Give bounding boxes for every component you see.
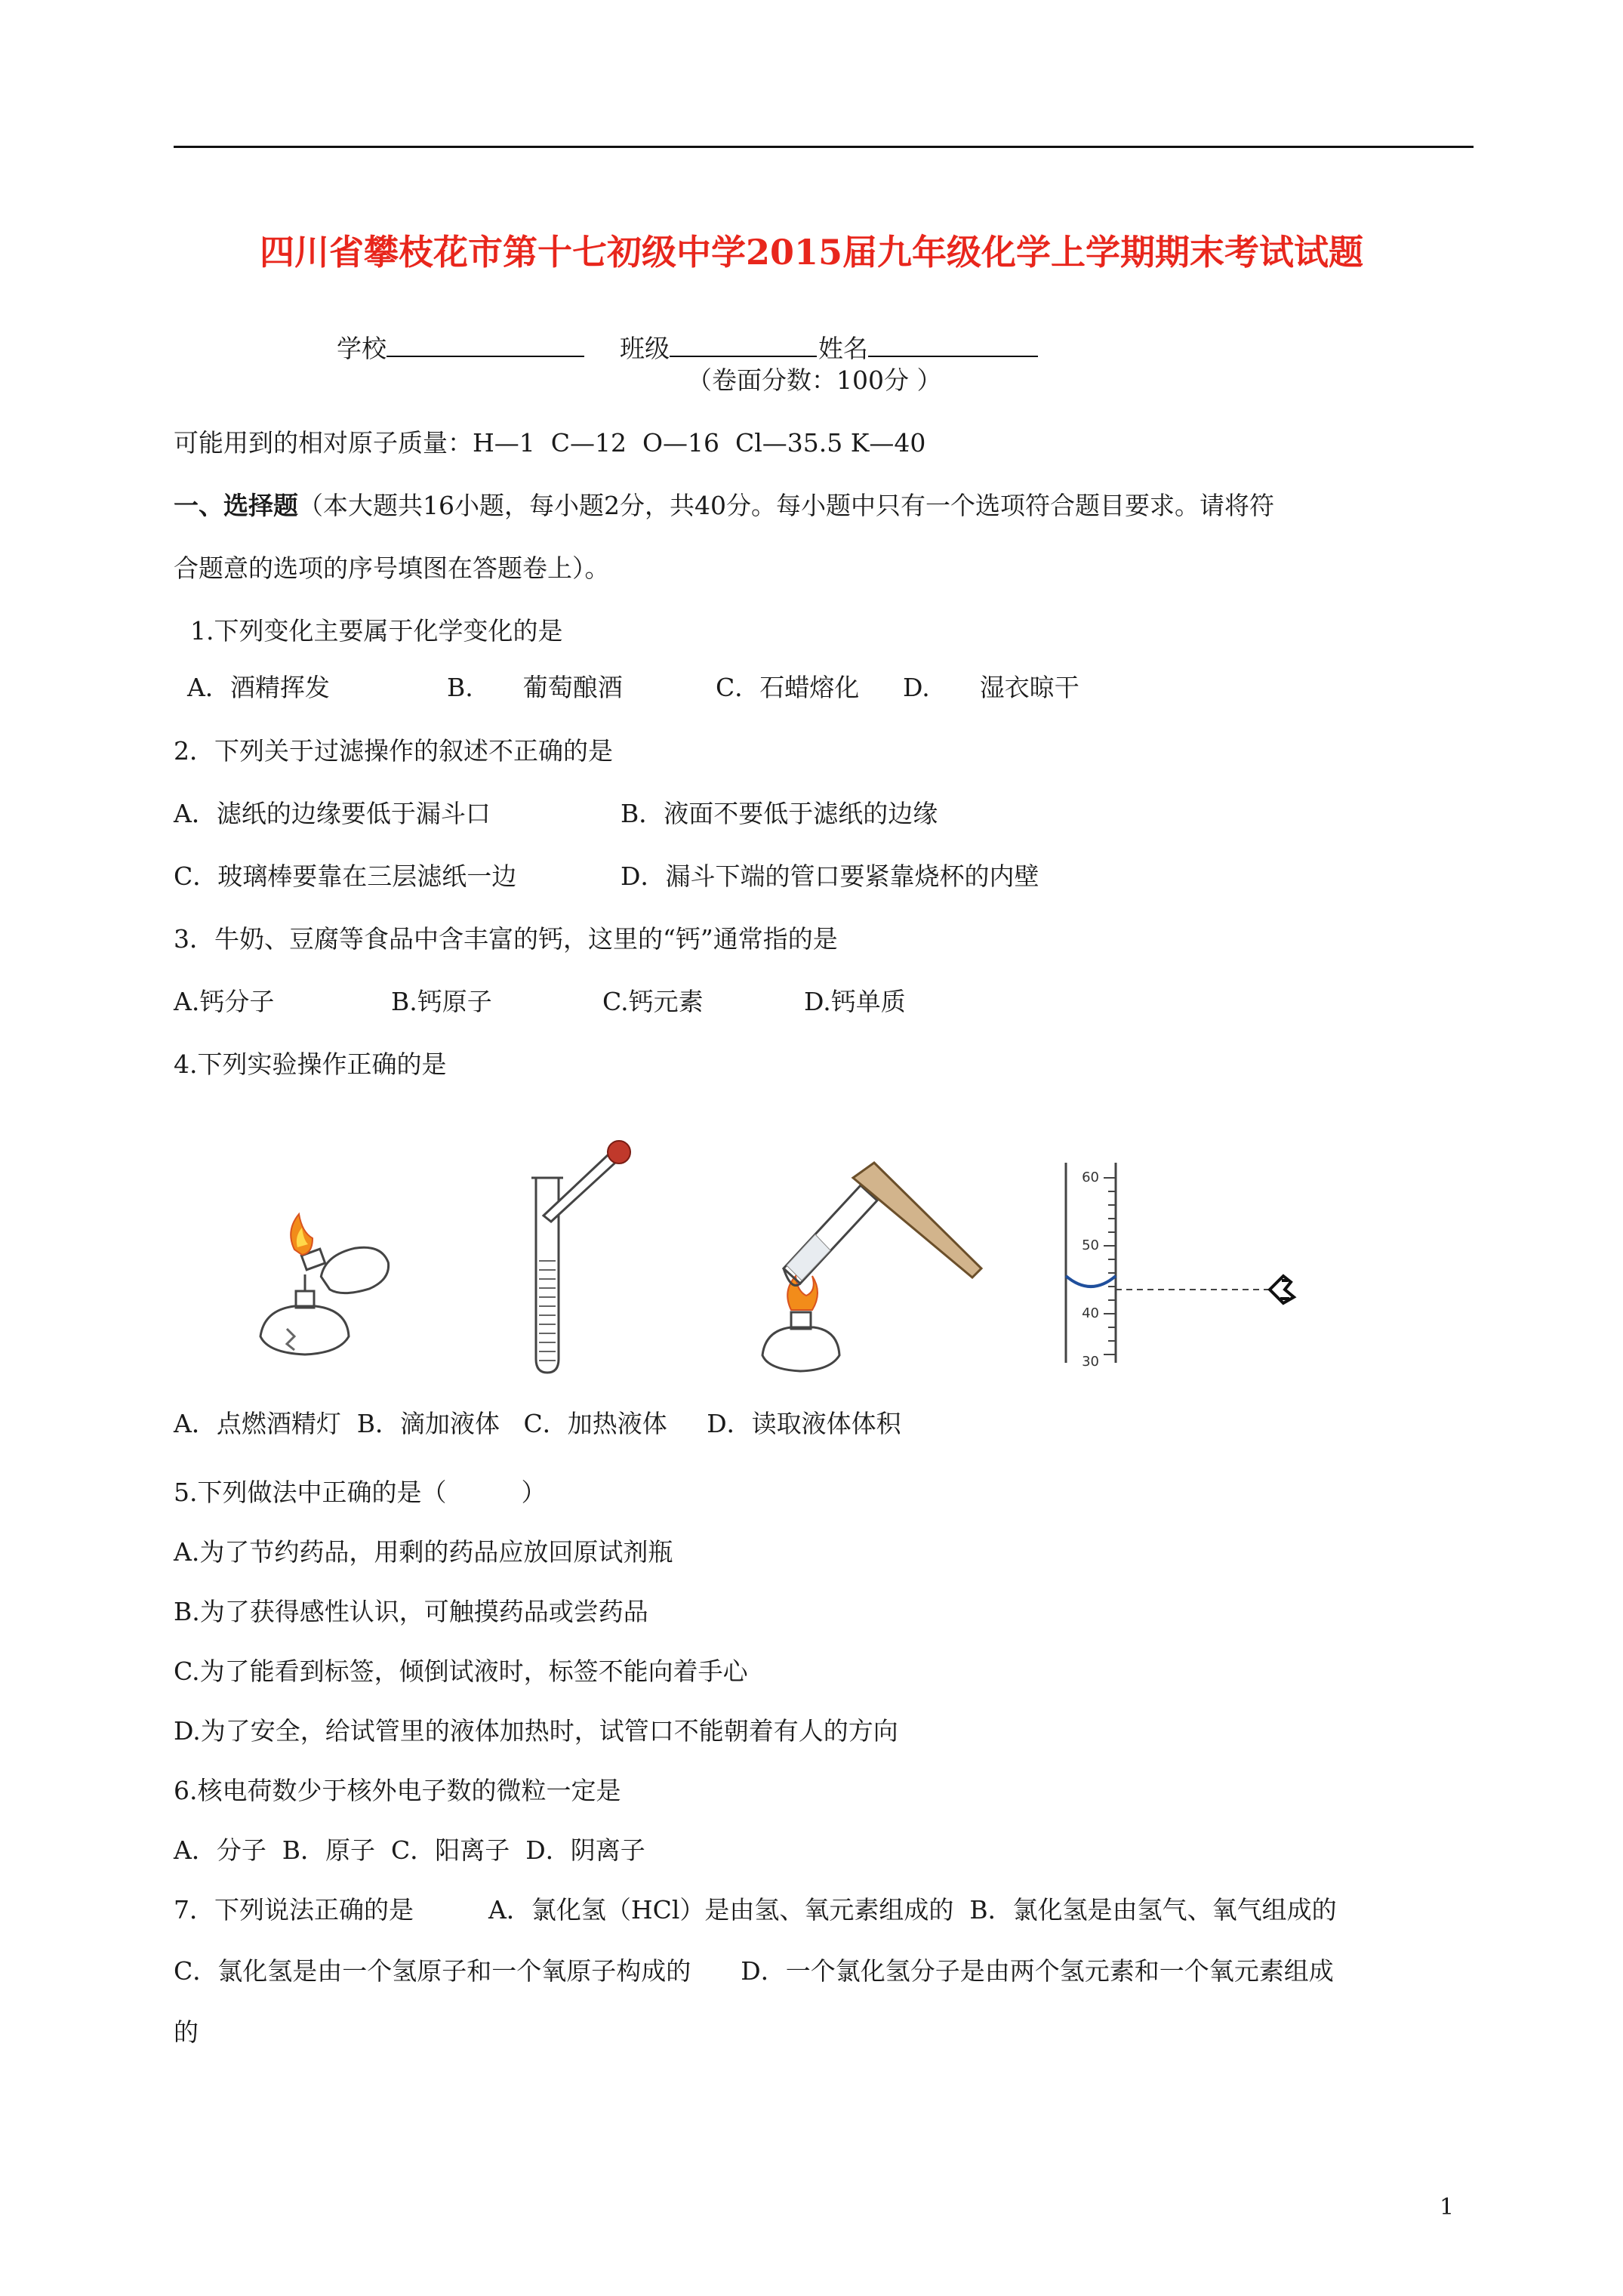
dropper-test-tube-figure — [513, 1133, 649, 1382]
atomic-mass-line: 可能用到的相对原子质量：H—1 C—12 O—16 Cl—35.5 K—40 — [174, 428, 926, 458]
school-blank[interactable] — [387, 333, 584, 357]
heating-liquid-figure — [747, 1155, 1004, 1382]
q4-options: A．点燃酒精灯 B．滴加液体 C．加热液体 D．读取液体体积 — [174, 1409, 901, 1438]
name-label: 姓名 — [818, 334, 868, 363]
q2-stem: 2．下列关于过滤操作的叙述不正确的是 — [174, 736, 613, 766]
q3-option-d[interactable]: D.钙单质 — [804, 987, 906, 1016]
q5-stem: 5.下列做法中正确的是（ ） — [174, 1478, 547, 1507]
section1-intro — [174, 491, 1274, 521]
q1-option-b[interactable]: B. 葡萄酿酒 — [447, 673, 623, 702]
q5-option-a[interactable]: A.为了节约药品，用剩的药品应放回原试剂瓶 — [174, 1537, 673, 1567]
q6-options: A．分子 B．原子 C．阳离子 D．阴离子 — [174, 1835, 645, 1865]
class-label: 班级 — [619, 334, 670, 363]
section1-intro-a: （本大题共16小题，每小题2分，共40分。每小题中只有一个选项符合题目要求。请将符 — [298, 491, 1274, 520]
q6-stem: 6.核电荷数少于核外电子数的微粒一定是 — [174, 1776, 621, 1805]
q1-option-a[interactable]: A．酒精挥发 — [187, 673, 330, 702]
q3-option-b[interactable]: B.钙原子 — [391, 987, 492, 1016]
q2-option-a[interactable]: A．滤纸的边缘要低于漏斗口 — [174, 799, 491, 828]
q5-option-b[interactable]: B.为了获得感性认识，可触摸药品或尝药品 — [174, 1597, 648, 1626]
q2-option-b[interactable]: B．液面不要低于滤纸的边缘 — [621, 799, 938, 828]
q5-option-d[interactable]: D.为了安全，给试管里的液体加热时，试管口不能朝着有人的方向 — [174, 1716, 898, 1746]
q7-line-3: 的 — [174, 2017, 199, 2047]
school-label: 学校 — [336, 334, 387, 363]
q1-option-c[interactable]: C．石蜡熔化 — [716, 673, 860, 702]
q3-option-c[interactable]: C.钙元素 — [602, 987, 704, 1016]
section1-heading: 一、选择题 — [174, 491, 298, 520]
page-title: 四川省攀枝花市第十七初级中学2015届九年级化学上学期期末考试试题 — [259, 232, 1364, 273]
q3-stem: 3．牛奶、豆腐等食品中含丰富的钙，这里的“钙”通常指的是 — [174, 924, 838, 954]
class-blank[interactable] — [670, 333, 817, 357]
alcohol-lamp-lighting-figure — [249, 1185, 400, 1382]
page-number: 1 — [1440, 2194, 1455, 2220]
name-field — [802, 303, 1038, 364]
q1-stem: 1.下列变化主要属于化学变化的是 — [190, 616, 563, 646]
q2-option-d[interactable]: D．漏斗下端的管口要紧靠烧杯的内壁 — [621, 861, 1039, 891]
q1-option-d[interactable]: D. 湿衣晾干 — [903, 673, 1079, 702]
q4-stem: 4.下列实验操作正确的是 — [174, 1049, 447, 1079]
cylinder-tick-50: 50 — [1082, 1237, 1099, 1253]
q7-line-1: 7．下列说法正确的是 A．氯化氢（HCl）是由氢、氧元素组成的 B．氯化氢是由氢气、氧气组成的 — [174, 1895, 1337, 1925]
section1-intro-b: 合题意的选项的序号填图在答题卷上）。 — [174, 553, 610, 583]
graduated-cylinder-figure — [1064, 1148, 1321, 1382]
school-field — [321, 303, 584, 364]
score-note: （卷面分数：100分 ） — [687, 365, 942, 395]
q7-line-2: C．氯化氢是由一个氢原子和一个氧原子构成的 D．一个氯化氢分子是由两个氢元素和一个氧元素组成 — [174, 1956, 1334, 1986]
cylinder-tick-40: 40 — [1082, 1305, 1099, 1321]
cylinder-tick-60: 60 — [1082, 1170, 1099, 1185]
name-blank[interactable] — [868, 333, 1038, 357]
class-field — [604, 303, 817, 364]
header-rule — [174, 146, 1474, 148]
q5-option-c[interactable]: C.为了能看到标签，倾倒试液时，标签不能向着手心 — [174, 1657, 748, 1686]
cylinder-tick-30: 30 — [1082, 1354, 1099, 1370]
q2-option-c[interactable]: C．玻璃棒要靠在三层滤纸一边 — [174, 861, 517, 891]
q3-option-a[interactable]: A.钙分子 — [174, 987, 275, 1016]
q4-figures — [249, 1133, 1344, 1382]
